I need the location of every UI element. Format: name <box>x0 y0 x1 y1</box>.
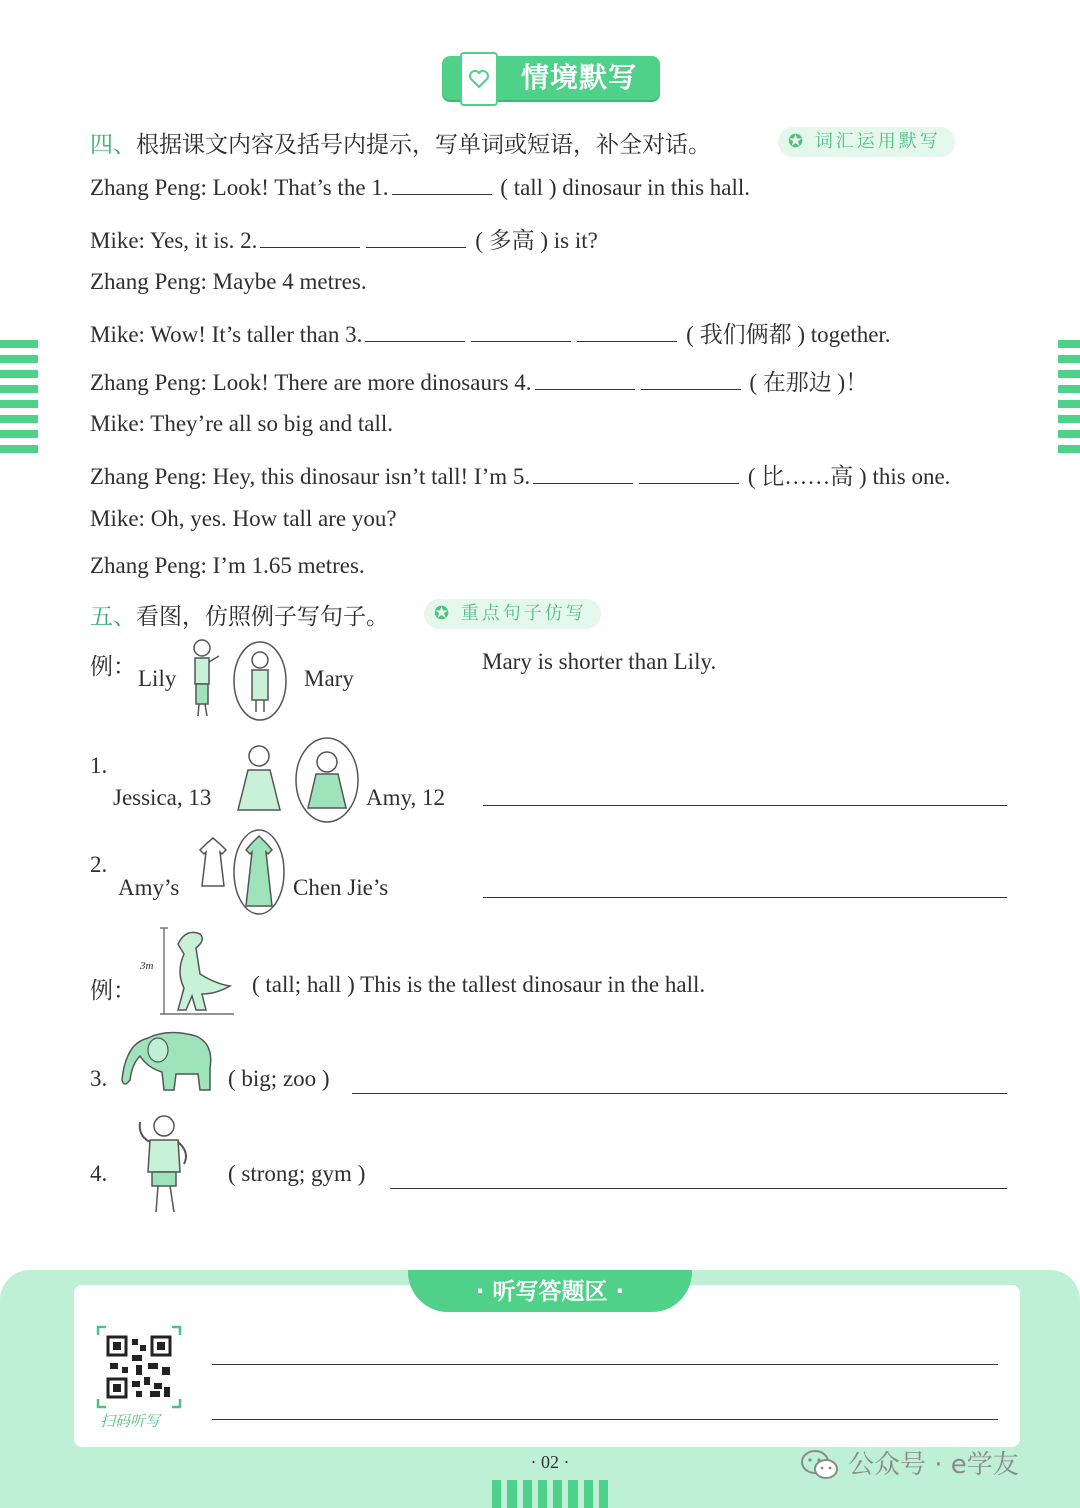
blank-1[interactable] <box>392 176 492 195</box>
item3-hint: ( big; zoo ) <box>228 1066 330 1091</box>
item3-answer-line[interactable] <box>352 1092 1007 1094</box>
example2-sentence: ( tall; hall ) This is the tallest dinosaur in the hall. <box>252 972 706 997</box>
item3-number: 3. <box>90 1066 108 1091</box>
elephant-illustration <box>118 1028 216 1094</box>
left-stripe-decoration <box>0 340 38 460</box>
short-dress-icon <box>196 836 230 890</box>
blank-5a[interactable] <box>533 465 633 484</box>
dialogue-line-7: Zhang Peng: Hey, this dinosaur isn’t tall! I’m 5. ( 比……高 ) this one. <box>90 464 951 489</box>
section4-tag-text: 词汇运用默写 <box>814 131 941 152</box>
section5-tag-text: 重点句子仿写 <box>460 603 587 624</box>
dialogue-line-3: Zhang Peng: Maybe 4 metres. <box>90 269 367 294</box>
watermark <box>800 1445 1060 1485</box>
dialogue-line-8: Mike: Oh, yes. How tall are you? <box>90 506 397 531</box>
dinosaur-illustration <box>156 924 238 1016</box>
blank-3b[interactable] <box>471 323 571 342</box>
banner-title: 情境默写 <box>520 61 637 94</box>
item4-number: 4. <box>90 1161 108 1186</box>
item4-hint: ( strong; gym ) <box>228 1161 366 1186</box>
section5-number: 五、 <box>90 604 136 630</box>
blank-3a[interactable] <box>365 323 465 342</box>
qr-code-icon[interactable] <box>96 1325 182 1409</box>
item1-answer-line[interactable] <box>483 804 1007 806</box>
dialogue-line-9: Zhang Peng: I’m 1.65 metres. <box>90 553 365 578</box>
section5-heading <box>90 598 389 631</box>
girl-tall-illustration <box>186 636 222 720</box>
qr-label: 扫码听写 <box>100 1414 161 1430</box>
blank-2a[interactable] <box>260 229 360 248</box>
blank-4b[interactable] <box>641 371 741 390</box>
dialogue-line-1: Zhang Peng: Look! That’s the 1. ( tall ) dinosaur in this hall. <box>90 175 751 200</box>
dialogue-line-4: Mike: Wow! It’s taller than 3. ( 我们俩都 ) together. <box>90 322 891 347</box>
bottom-bars-decoration <box>492 1480 608 1508</box>
dictation-line-1[interactable] <box>212 1363 998 1365</box>
item2-answer-line[interactable] <box>483 896 1007 898</box>
blank-3c[interactable] <box>577 323 677 342</box>
page-number: · 02 · <box>530 1452 570 1472</box>
section4-title: 根据课文内容及括号内提示，写单词或短语，补全对话。 <box>136 132 711 158</box>
blank-5b[interactable] <box>639 465 739 484</box>
girl-older-illustration <box>228 740 290 814</box>
girl-short-illustration <box>232 640 288 722</box>
item1-left-name: Jessica, 13 <box>113 785 212 810</box>
girl-younger-illustration <box>294 736 360 824</box>
section5-title: 看图，仿照例子写句子。 <box>136 604 389 630</box>
strong-man-illustration <box>134 1112 196 1220</box>
dialogue-line-5: Zhang Peng: Look! There are more dinosaurs 4. ( 在那边 )！ <box>90 370 869 395</box>
section4-heading <box>90 126 711 159</box>
blank-2b[interactable] <box>366 229 466 248</box>
star-icon: ✪ <box>788 131 815 152</box>
example1-label: 例： <box>90 654 136 679</box>
wechat-icon <box>800 1449 840 1481</box>
item1-number: 1. <box>90 753 108 778</box>
dictation-line-2[interactable] <box>212 1418 998 1420</box>
heart-icon <box>460 52 498 106</box>
star-icon: ✪ <box>434 603 461 624</box>
item2-right-name: Chen Jie’s <box>293 875 389 900</box>
blank-4a[interactable] <box>535 371 635 390</box>
item1-right-name: Amy, 12 <box>366 785 446 810</box>
dictation-title: · 听写答题区 · <box>475 1279 625 1305</box>
dialogue-line-6: Mike: They’re all so big and tall. <box>90 411 393 436</box>
section4-number: 四、 <box>90 132 136 158</box>
item4-answer-line[interactable] <box>390 1187 1007 1189</box>
dinosaur-height-label: 3m <box>140 960 154 972</box>
watermark-text: 公众号 · e学友 <box>848 1450 1019 1480</box>
section4-tag <box>778 127 955 157</box>
example1-sentence: Mary is shorter than Lily. <box>482 649 717 674</box>
example1-right-name: Mary <box>304 666 354 691</box>
item2-number: 2. <box>90 852 108 877</box>
section5-tag <box>424 599 601 629</box>
long-dress-icon <box>232 828 286 916</box>
example1-left-name: Lily <box>138 666 177 691</box>
example2-label: 例： <box>90 978 136 1003</box>
right-stripe-decoration <box>1058 340 1080 460</box>
item2-left-name: Amy’s <box>118 875 180 900</box>
dialogue-line-2: Mike: Yes, it is. 2. ( 多高 ) is it? <box>90 228 598 253</box>
